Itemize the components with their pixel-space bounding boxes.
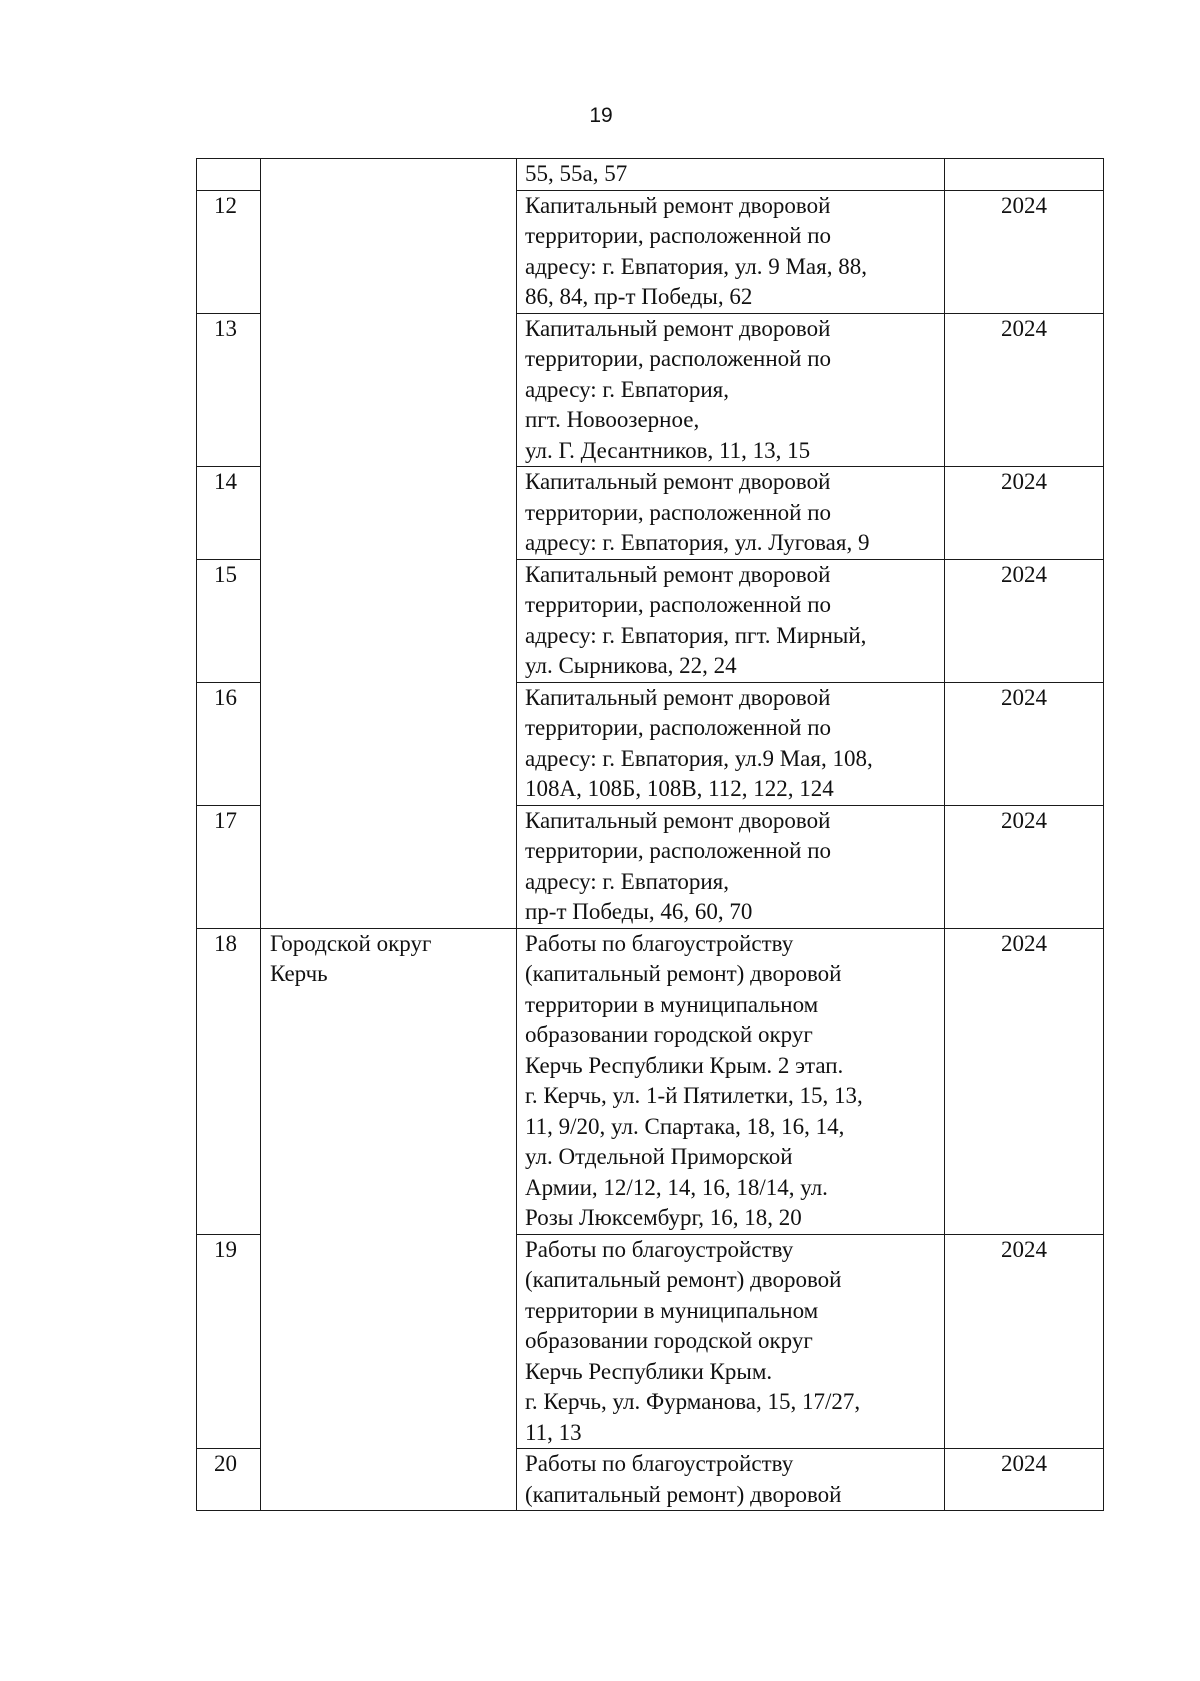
table-row [197, 928, 1104, 1234]
description-line: пгт. Новоозерное, [525, 407, 700, 432]
description-line: Капитальный ремонт дворовой [525, 469, 831, 494]
description-line: адресу: г. Евпатория, ул. Луговая, 9 [525, 530, 870, 555]
description-cell [517, 928, 945, 1234]
year-cell: 2024 [945, 805, 1104, 928]
table-row-continuation [197, 159, 1104, 191]
description-line: образовании городской округ [525, 1022, 813, 1047]
row-number-cell: 17 [197, 805, 261, 928]
description-line: Работы по благоустройству [525, 1236, 794, 1262]
description-line: Работы по благоустройству [525, 1451, 794, 1476]
description-line: территории в муниципальном [525, 1297, 819, 1323]
row-number-cell: 14 [197, 467, 261, 560]
municipality-cell-kerch [261, 928, 517, 1511]
description-line: территории, расположенной по [525, 838, 832, 863]
description-line: г. Керчь, ул. Фурманова, 15, 17/27, [525, 1389, 861, 1414]
municipality-line: Городской округ [270, 930, 432, 956]
row-number-cell: 19 [197, 1234, 261, 1449]
description-line: (капитальный ремонт) дворовой [525, 961, 842, 986]
description-cell [517, 682, 945, 805]
description-cell [517, 159, 945, 191]
year-cell [945, 159, 1104, 191]
description-cell [517, 559, 945, 682]
description-line: ул. Отдельной Приморской [525, 1144, 793, 1169]
row-number-cell [197, 159, 261, 191]
description-cell [517, 313, 945, 467]
description-line: ул. Г. Десантников, 11, 13, 15 [525, 437, 811, 463]
description-line: Капитальный ремонт дворовой [525, 807, 831, 833]
works-table [196, 158, 1104, 1511]
description-line: 11, 9/20, ул. Спартака, 18, 16, 14, [525, 1113, 845, 1139]
description-line: территории, расположенной по [525, 346, 832, 371]
page-number: 19 [589, 104, 613, 127]
description-line: 11, 13 [525, 1419, 582, 1445]
description-line: адресу: г. Евпатория, пгт. Мирный, [525, 622, 867, 648]
description-line: Розы Люксембург, 16, 18, 20 [525, 1205, 802, 1230]
year-cell: 2024 [945, 1234, 1104, 1449]
description-line: 108А, 108Б, 108В, 112, 122, 124 [525, 776, 834, 801]
description-line: Керчь Республики Крым. 2 этап. [525, 1052, 844, 1078]
description-line: (капитальный ремонт) дворовой [525, 1481, 842, 1507]
year-cell: 2024 [945, 467, 1104, 560]
year-cell: 2024 [945, 190, 1104, 313]
description-line: адресу: г. Евпатория, ул.9 Мая, 108, [525, 745, 873, 771]
description-cell [517, 1234, 945, 1449]
year-cell: 2024 [945, 1449, 1104, 1511]
year-cell: 2024 [945, 928, 1104, 1234]
description-line: Капитальный ремонт дворовой [525, 192, 831, 218]
description-line: адресу: г. Евпатория, ул. 9 Мая, 88, [525, 253, 867, 279]
municipality-cell-evpatoria-continued [261, 159, 517, 929]
description-line: Капитальный ремонт дворовой [525, 561, 831, 587]
description-line: (капитальный ремонт) дворовой [525, 1267, 842, 1292]
row-number-cell: 20 [197, 1449, 261, 1511]
description-cell [517, 467, 945, 560]
description-line: адресу: г. Евпатория, [525, 376, 729, 402]
description-line: адресу: г. Евпатория, [525, 868, 729, 894]
description-line: г. Керчь, ул. 1-й Пятилетки, 15, 13, [525, 1083, 863, 1108]
row-number-cell: 12 [197, 190, 261, 313]
description-line: территории в муниципальном [525, 991, 819, 1017]
description-line: ул. Сырникова, 22, 24 [525, 653, 737, 678]
description-line: Армии, 12/12, 14, 16, 18/14, ул. [525, 1174, 828, 1200]
municipality-line: Керчь [270, 961, 328, 986]
description-cell [517, 805, 945, 928]
row-number-cell: 18 [197, 928, 261, 1234]
description-line: Работы по благоустройству [525, 930, 794, 956]
year-cell: 2024 [945, 559, 1104, 682]
year-cell: 2024 [945, 313, 1104, 467]
row-number-cell: 13 [197, 313, 261, 467]
description-line: территории, расположенной по [525, 715, 832, 740]
description-cell [517, 1449, 945, 1511]
description-line: образовании городской округ [525, 1328, 813, 1353]
description-line: 55, 55а, 57 [525, 161, 628, 186]
description-line: Керчь Республики Крым. [525, 1358, 773, 1384]
description-line: территории, расположенной по [525, 592, 832, 617]
year-cell: 2024 [945, 682, 1104, 805]
description-line: Капитальный ремонт дворовой [525, 684, 831, 710]
description-line: Капитальный ремонт дворовой [525, 315, 831, 341]
row-number-cell: 15 [197, 559, 261, 682]
works-table-body [197, 159, 1104, 1511]
description-line: 86, 84, пр-т Победы, 62 [525, 284, 753, 309]
description-line: территории, расположенной по [525, 223, 832, 248]
row-number-cell: 16 [197, 682, 261, 805]
description-cell [517, 190, 945, 313]
description-line: территории, расположенной по [525, 499, 832, 525]
description-line: пр-т Победы, 46, 60, 70 [525, 899, 753, 924]
